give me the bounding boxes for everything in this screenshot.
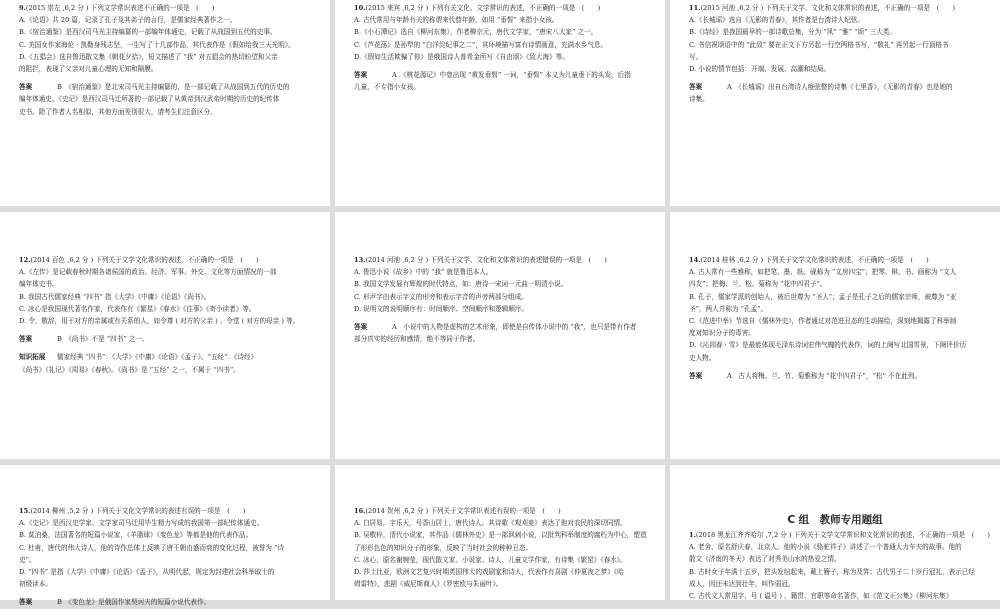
option-a: A. 鲁迅小说《故乡》中的 “我” 就是鲁迅本人。 xyxy=(354,268,493,277)
option-c: C. 杜甫，唐代的伟大诗人，他的诗作总体上反映了唐王朝由盛而衰的变化过程，被誉为 “诗 xyxy=(19,543,285,552)
answer-block: 答案 B 《宿治通鉴》是北宋司马光主持编纂的，是一部记载了从战国到五代的历史的 编年体通史。《史记》是西汉司马迁所著的一部记载了从黄帝到汉武帝时期的历史的纪传体 史书。除了作者人名相似，其他方面差别很大，请考生们注意区分。 xyxy=(19,83,290,116)
question-13: 13.(2014 河池 ,6,2 分 ) 下列关于文学、文化和文体常识的表述错误的一项是 ( ) A. 鲁迅小说《故乡》中的 “我” 就是鲁迅本人。 B. 我国文学发展有辉煌的时代特点，如：唐诗一宋词一元曲一明清小说。 C. 形声字由表示字义的形旁和表示字音的声旁两部分组成。 D. 说明文的说明顺序有：时间顺序、空间顺序和逻辑顺序。 xyxy=(354,254,651,315)
option-b: B. 我国古代儒家经典 “四书” 指《大学》《中庸》《论语》《尚书》。 xyxy=(19,292,211,301)
question-number: 14. xyxy=(689,256,701,264)
option-a: A.《史记》是西汉史学家、文学家司马迁用毕生精力写成的我国第一部纪传体通史。 xyxy=(19,519,264,528)
question-card-12 xyxy=(0,212,330,459)
option-a: A. 老舍，原名舒庆春，北京人。他的小说《骆驼祥子》讲述了一个普通人力车夫的故事。他的 xyxy=(689,543,962,552)
answer-block: 答案 B 《变色龙》是俄国作家契诃夫的短篇小说代表作。 xyxy=(19,596,316,608)
option-a-cont: 散文《济南的冬天》表达了对秀美山水的热爱之情。 xyxy=(689,555,841,564)
answer-block: 答案 A 古人将梅、兰、竹、菊雅称为 “花中四君子”，“松” 不在此列。 xyxy=(689,370,986,382)
question-card-9 xyxy=(0,0,330,206)
option-d: D. 说明文的说明顺序有：时间顺序、空间顺序和逻辑顺序。 xyxy=(354,304,529,313)
answer-label: 答案 xyxy=(689,371,703,380)
option-d-cont: 初级读本。 xyxy=(19,580,52,589)
question-11: 11.(2015 河池 ,6,2 分 ) 下列关于文学、文化和文体常识的表述，不正确的一项是 ( ) A.《长城谣》选自《无影的青春》，其作者是台湾诗人纪弦。 B.《诗经》是我国最早的一部诗歌总集，分为 “风” “雅” “颂” 三大类。 C. 书信祝颂语中的 “此致” 要在正文下方另起一行空两格书写，“敬礼” 再另起一行顶格书 写。 D. 小说的情节包括：开端、发展、高潮和结局。 xyxy=(689,2,986,75)
question-number: 9. xyxy=(19,4,26,12)
answer-label: 答案 xyxy=(689,83,703,92)
question-c1: 1.(2018 黑龙江齐齐哈尔 ,7,2 分 ) 下列关于文学文学常识和文化常识的表述，不正确的一项是 ( ) A. 老舍，原名舒庆春，北京人。他的小说《骆驼祥子》讲述了一个普通人力车夫的故事。他的 散文《济南的冬天》表达了对秀美山水的热爱之情。 B. 古时女子年满十五岁，把头发绾起来，戴上簪子，称为及笄；古代男子二十岁行冠礼，表示已经 成人，因还未达到壮年，叫作弱冠。 C. 古代文人常用字、号 ( 谥号 ) 、籍贯、官职等命名著作，如《范文正公集》《柳河东集》 xyxy=(689,529,986,602)
option-d-cont: 的阻拦，表现了父亲对儿童心理的无知和隔膜。 xyxy=(19,65,158,74)
question-15: 15.(2014 柳州 ,5,2 分 ) 下列关于文化文学常识的表述有误的一项是 ( ) A.《史记》是西汉史学家、文学家司马迁用毕生精力写成的我国第一部纪传体通史。 B. 莫泊桑，法国著名的短篇小说家，《羊脂球》《变色龙》等都是他的代表作品。 C. 杜甫，唐代的伟大诗人，他的诗作总体上反映了唐王朝由盛而衰的变化过程，被誉为 “诗 史”。 D. “四书” 是指《大学》《中庸》《论语》《孟子》，从明代起，规定为封建社会科举取士的 初级读本。 xyxy=(19,505,316,590)
answer-label: 答案 xyxy=(354,323,368,332)
option-c: C.《范进中举》节选自《儒林外史》，作者通过对范进丑态的生动描绘，深刻地揭露了科举制 xyxy=(689,317,957,326)
option-c: C. 古代文人常用字、号 ( 谥号 ) 、籍贯、官职等命名著作，如《范文正公集》《柳河东集》 xyxy=(689,592,953,601)
option-a-cont: 编年体史书。 xyxy=(19,280,59,289)
option-b: B.《小石潭记》选自《柳河东集》，作者柳宗元，唐代文学家，“唐宋八大家” 之一。 xyxy=(354,28,598,37)
question-number: 10. xyxy=(354,4,366,12)
answer-label: 答案 xyxy=(19,83,33,92)
option-c: C.《芦花荡》是孙犁的 “白洋淀纪事之二”，其环境描写富有诗情画意，充满水乡气息。 xyxy=(354,40,608,49)
answer-block: 答案 A 小说中的人物是虚构的艺术形象，即使是自传体小说中的 “我”，也只是带有作者 部分真实的经历和感情，绝不等同于作者。 xyxy=(354,323,637,344)
option-b: B.《诗经》是我国最早的一部诗歌总集，分为 “风” “雅” “颂” 三大类。 xyxy=(689,28,896,37)
question-10: 10.(2015 来宾 ,6,2 分 ) 下列有关文化、文学常识的表述，不正确的一项是 ( ) A. 古代常用与年龄有关的称谓来代替年龄，如用 “垂髫” 来指小女孩。 B.《小石潭记》选自《柳河东集》，作者柳宗元，唐代文学家，“唐宋八大家” 之一。 C.《芦花荡》是孙犁的 “白洋淀纪事之二”，其环境描写富有诗情画意，充满水乡气息。 D.《假如生活欺骗了你》是俄国诗人普希金所写《自由颂》《致大海》等。 xyxy=(354,2,651,63)
option-b: B. 我国文学发展有辉煌的时代特点，如：唐诗一宋词一元曲一明清小说。 xyxy=(354,280,568,289)
option-d: D. 令，敬辞，用于对方的亲属或有关系的人，如令尊 ( 对方的父亲 ) 、令堂 ( 对方的母亲 ) 等。 xyxy=(19,317,300,326)
answer-block: 答案 A 《长城谣》出自台湾诗人痖弦整的诗集《七里香》，《无影的青春》也是她的 诗集。 xyxy=(689,83,953,104)
option-b: B. 古时女子年满十五岁，把头发绾起来，戴上簪子，称为及笄；古代男子二十岁行冠礼，表示已经 xyxy=(689,567,975,576)
question-number: 11. xyxy=(689,4,701,12)
option-d: D. 小说的情节包括：开端、发展、高潮和结局。 xyxy=(689,65,831,74)
option-c: C. 书信祝颂语中的 “此致” 要在正文下方另起一行空两格书写，“敬礼” 再另起一行顶格书 xyxy=(689,40,949,49)
question-card-16 xyxy=(335,465,665,600)
option-a-cont: 四友”；把梅、兰、松、菊称为 “花中四君子”。 xyxy=(689,280,827,289)
option-c: C. 形声字由表示字义的形旁和表示字音的声旁两部分组成。 xyxy=(354,292,528,301)
option-d: D. “四书” 是指《大学》《中庸》《论语》《孟子》，从明代起，规定为封建社会科举取士的 xyxy=(19,568,275,577)
question-number: 1. xyxy=(689,531,696,539)
question-12: 12.(2014 百色 ,6,2 分 ) 下列关于文学文化常识的表述，不正确的一项是 ( ) A.《左传》是记载春秋时期各诸侯国的政治、经济、军事、外交、文化等方面情况的一部 编年体史书。 B. 我国古代儒家经典 “四书” 指《大学》《中庸》《论语》《尚书》。 C. 冰心是我国现代著名作家，代表作有《繁星》《春水》《往事》《寄小读者》等。 D. 令，敬辞，用于对方的亲属或有关系的人，如令尊 ( 对方的父亲 ) 、令堂 ( 对方的母亲 ) 等。 xyxy=(19,254,316,327)
option-c-cont: 史”。 xyxy=(19,555,36,564)
option-d-cont: 史人物。 xyxy=(689,353,716,362)
option-d: D.《五猖会》选自鲁迅散文集《朝花夕拾》，短文描述了 “我” 对五猖会的热切盼望和父亲 xyxy=(19,52,278,61)
answer-label: 答案 xyxy=(19,598,33,607)
question-card-13 xyxy=(335,212,665,459)
knowledge-extension: 知识拓展 儒家经典 “四书”：《大学》《中庸》《论语》《孟子》。“五经”：《诗经》 《尚书》《礼记》《周易》《春秋》。《尚书》是 “五经” 之一，不属于 “四书”。 xyxy=(19,353,258,374)
question-card-10 xyxy=(335,0,665,206)
option-a: A. 白居易，字乐天，号香山居士，唐代诗人。其诗歌《观刈麦》表达了他对农民的深切同情。 xyxy=(354,519,627,528)
question-number: 15. xyxy=(19,507,31,515)
question-card-14 xyxy=(670,212,1000,459)
section-title: C 组 教师专用题组 xyxy=(787,514,883,526)
option-b-cont: 圣”，两人并称为 “孔孟”。 xyxy=(689,304,768,313)
option-b: B. 莫泊桑，法国著名的短篇小说家，《羊脂球》《变色龙》等都是他的代表作品。 xyxy=(19,531,253,540)
option-c: C. 冰心是我国现代著名作家，代表作有《繁星》《春水》《往事》《寄小读者》等。 xyxy=(19,304,256,313)
teacher-question-card xyxy=(670,465,1000,600)
option-d: D.《沁园春 · 雪》是最能体现毛泽东诗词宏伟气魄的代表作，词的上阕写北国雪景，下阕评价历 xyxy=(689,341,967,350)
question-card-11 xyxy=(670,0,1000,206)
option-d-cont: 姆雷特》，悲剧《威尼斯商人》《罗密欧与朱丽叶》。 xyxy=(354,580,503,589)
question-card-15 xyxy=(0,465,330,607)
answer-label: 答案 xyxy=(354,71,368,80)
question-14: 14.(2014 桂林 ,6,2 分 ) 下列关于文学文化常识的表述，不正确的一项是 ( ) A. 古人常有一些雅称，如把笔、墨、纸、砚称为 “文房四宝”；把琴、棋、书、画称为 “文人 四友”；把梅、兰、松、菊称为 “花中四君子”。 B. 孔子，儒家学派的创始人，被后世尊为 “圣人”；孟子是孔子之后的儒家宗师，被尊为 “亚 圣”，两人并称为 “孔孟”。 C.《范进中举》节选自《儒林外史》，作者通过对范进丑态的生动描绘，深刻地揭露了科举制 度对知识分子的毒害。 D.《沁园春 · 雪》是最能体现毛泽东诗词宏伟气魄的代表作，词的上阕写北国雪景，下阕评价历 史人物。 xyxy=(689,254,986,364)
option-a: A. 古代常用与年龄有关的称谓来代替年龄，如用 “垂髫” 来指小女孩。 xyxy=(354,16,559,25)
question-number: 13. xyxy=(354,256,366,264)
answer-block: 答案 B 《尚书》不是 “四书” 之一。 xyxy=(19,333,316,345)
option-d: D.《假如生活欺骗了你》是俄国诗人普希金所写《自由颂》《致大海》等。 xyxy=(354,52,569,61)
option-b: B.《宿治通鉴》是西汉司马光主持编纂的一部编年体通史，记载了从战国到五代的史事。 xyxy=(19,28,277,37)
question-number: 16. xyxy=(354,507,366,515)
option-b: B. 吴敬梓，清代小说家，其作品《儒林外史》是一部讽刺小说，以批判科举制度的腐朽为中心，塑造了形形色色的知识分子的形象，反映了当时社会的种种丑态。 xyxy=(354,531,647,552)
option-d: D. 莎士比亚，欧洲文艺复兴时期英国伟大的戏剧家和诗人，代表作有喜剧《仲夏夜之梦》《哈 xyxy=(354,568,624,577)
question-9: 9.(2015 崇左 ,6,2 分 ) 下列文学常识表述不正确的一项是 ( ) A.《论语》共 20 篇，记录了孔子及其弟子的言行，是儒家经典著作之一。 B.《宿治通鉴》是西汉司马光主持编纂的一部编年体通史，记载了从战国到五代的史事。 C. 美国女作家海伦 · 凯勒身残志坚，一生写了十几部作品，其代表作是《假如给我三天光明》。 D.《五猖会》选自鲁迅散文集《朝花夕拾》，短文描述了 “我” 对五猖会的热切盼望和父亲 的阻拦，表现了父亲对儿童心理的无知和隔膜。 xyxy=(19,2,316,75)
option-b-cont: 成人，因还未达到壮年，叫作弱冠。 xyxy=(689,579,795,588)
answer-label: 答案 xyxy=(19,335,33,344)
question-16: 16.(2014 贺州 ,6,2 分 ) 下列关于文学常识表述有误的一项是 ( ) A. 白居易，字乐天，号香山居士，唐代诗人。其诗歌《观刈麦》表达了他对农民的深切同情。 B. 吴敬梓，清代小说家，其作品《儒林外史》是一部讽刺小说，以批判科举制度的腐朽为中心，塑造了形形色色的知识分子的形象，反映了当时社会的种种丑态。 C. 冰心，原名谢婉莹，现代散文家、小说家、诗人、儿童文学作家，有诗集《繁星》《春水》。 D. 莎士比亚，欧洲文艺复兴时期英国伟大的戏剧家和诗人，代表作有喜剧《仲夏夜之梦》《哈 姆雷特》，悲剧《威尼斯商人》《罗密欧与朱丽叶》。 xyxy=(354,505,651,590)
answer-block: 答案 A 《桃花源记》中曾出现 “黄发垂髫” 一词，“垂髫” 本义为儿童垂下的头发，后指 儿童，不专指小女孩。 xyxy=(354,71,631,92)
option-a: A.《长城谣》选自《无影的青春》，其作者是台湾诗人纪弦。 xyxy=(689,16,864,25)
option-c-cont: 写。 xyxy=(689,52,703,61)
option-c: C. 冰心，原名谢婉莹，现代散文家、小说家、诗人、儿童文学作家，有诗集《繁星》《春水》。 xyxy=(354,555,627,564)
question-number: 12. xyxy=(19,256,31,264)
option-c-cont: 度对知识分子的毒害。 xyxy=(689,329,755,338)
option-b: B. 孔子，儒家学派的创始人，被后世尊为 “圣人”；孟子是孔子之后的儒家宗师，被尊为 “亚 xyxy=(689,292,957,301)
option-c: C. 美国女作家海伦 · 凯勒身残志坚，一生写了十几部作品，其代表作是《假如给我三天光明》。 xyxy=(19,40,295,49)
option-a: A.《论语》共 20 篇，记录了孔子及其弟子的言行，是儒家经典著作之一。 xyxy=(19,16,237,25)
option-a: A. 古人常有一些雅称，如把笔、墨、纸、砚称为 “文房四宝”；把琴、棋、书、画称为 “文人 xyxy=(689,268,957,277)
extension-label: 知识拓展 xyxy=(19,353,46,362)
option-a: A.《左传》是记载春秋时期各诸侯国的政治、经济、军事、外交、文化等方面情况的一部 xyxy=(19,268,277,277)
